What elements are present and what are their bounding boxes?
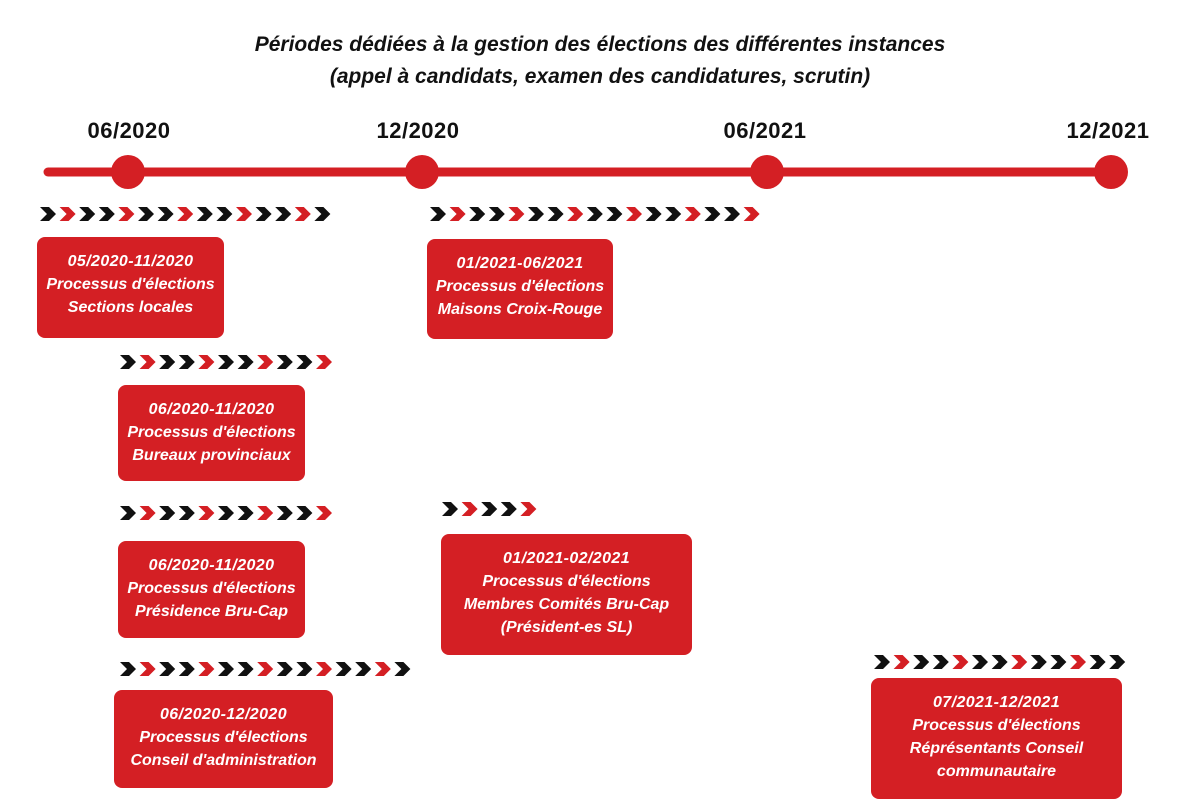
chevron-icon — [60, 207, 76, 221]
timeline-label-12-2021: 12/2021 — [1066, 118, 1150, 143]
chevron-icon — [198, 506, 214, 520]
chevron-icon — [520, 502, 536, 516]
chevron-icon — [508, 207, 524, 221]
period-card-representants-conseil — [871, 678, 1122, 799]
chevron-icon — [704, 207, 720, 221]
period-card-instance: Maisons Croix-Rouge — [437, 301, 603, 318]
chevron-icon — [913, 655, 929, 669]
chevron-icon — [744, 207, 760, 221]
chevron-icon — [316, 355, 332, 369]
chevron-icon — [218, 662, 234, 676]
period-card-instance: Membres Comités Bru-Cap — [463, 596, 670, 613]
chevron-icon — [177, 207, 193, 221]
chevron-icon — [469, 207, 485, 221]
chevron-icon — [375, 662, 391, 676]
chevron-icon — [1050, 655, 1066, 669]
timeline-label-06-2020: 06/2020 — [87, 118, 171, 143]
period-arrow-bar-maisons-croix-rouge — [428, 206, 768, 222]
period-arrow-bar-representants-conseil — [872, 654, 1132, 670]
period-arrow-bar-conseil-administration — [118, 661, 418, 677]
chevron-icon — [118, 207, 134, 221]
chevron-icon — [528, 207, 544, 221]
period-card-process-label: Processus d'élections — [46, 276, 215, 293]
period-card-dates: 07/2021-12/2021 — [933, 694, 1060, 711]
period-card-dates: 06/2020-12/2020 — [160, 706, 287, 723]
chevron-icon — [587, 207, 603, 221]
chevron-icon — [218, 355, 234, 369]
chevron-icon — [79, 207, 95, 221]
chevron-icon — [1090, 655, 1106, 669]
chevron-icon — [685, 207, 701, 221]
timeline-label-12-2020: 12/2020 — [376, 118, 460, 143]
chevron-icon — [179, 355, 195, 369]
chevron-icon — [140, 355, 156, 369]
period-card-dates: 01/2021-02/2021 — [503, 550, 630, 567]
chevron-icon — [257, 506, 273, 520]
chevron-icon — [450, 207, 466, 221]
chevron-icon — [314, 207, 330, 221]
period-card-dates: 06/2020-11/2020 — [148, 557, 275, 574]
chevron-icon — [238, 662, 254, 676]
period-arrow-bar-sections-locales — [38, 206, 338, 222]
period-card-maisons-croix-rouge — [427, 239, 613, 339]
period-card-instance: Bureaux provinciaux — [132, 447, 291, 464]
chevron-icon — [120, 506, 136, 520]
chevron-icon — [296, 506, 312, 520]
chevron-icon — [179, 662, 195, 676]
chevron-icon — [40, 207, 56, 221]
chevron-icon — [894, 655, 910, 669]
period-card-process-label: Processus d'élections — [127, 580, 296, 597]
chevron-icon — [99, 207, 115, 221]
chevron-icon — [442, 502, 458, 516]
chevron-icon — [501, 502, 517, 516]
timeline-dot-12-2020 — [405, 155, 439, 189]
chevron-icon — [198, 355, 214, 369]
period-arrow-bar-presidence-bru-cap — [118, 505, 338, 521]
period-card-process-label: Processus d'élections — [435, 278, 605, 295]
chevron-icon — [992, 655, 1008, 669]
chevron-icon — [257, 662, 273, 676]
chevron-icon — [626, 207, 642, 221]
chevron-icon — [646, 207, 662, 221]
chevron-icon — [120, 355, 136, 369]
timeline-axis — [0, 140, 1200, 200]
chevron-icon — [1070, 655, 1086, 669]
period-arrow-bar-bureaux-provinciaux — [118, 354, 338, 370]
timeline-dot-06-2020 — [111, 155, 145, 189]
period-arrow-bar-membres-comites — [440, 501, 540, 517]
chevron-icon — [296, 662, 312, 676]
chevron-icon — [1031, 655, 1047, 669]
chevron-icon — [159, 662, 175, 676]
chevron-icon — [159, 506, 175, 520]
period-card-process-label: Processus d'élections — [127, 424, 296, 441]
period-card-instance: Sections locales — [67, 299, 194, 316]
chevron-icon — [140, 662, 156, 676]
period-card-instance: Conseil d'administration — [130, 752, 317, 769]
chevron-icon — [1011, 655, 1027, 669]
chevron-icon — [159, 355, 175, 369]
period-card-sections-locales — [37, 237, 224, 338]
period-card-process-label: Processus d'élections — [482, 573, 651, 590]
period-card-process-label: Processus d'élections — [912, 717, 1081, 734]
chevron-icon — [316, 662, 332, 676]
chevron-icon — [296, 355, 312, 369]
chevron-icon — [216, 207, 232, 221]
chevron-icon — [430, 207, 446, 221]
chevron-icon — [140, 506, 156, 520]
period-card-dates: 05/2020-11/2020 — [67, 253, 194, 270]
chevron-icon — [874, 655, 890, 669]
chevron-icon — [606, 207, 622, 221]
chevron-icon — [179, 506, 195, 520]
chevron-icon — [275, 207, 291, 221]
chevron-icon — [567, 207, 583, 221]
chevron-icon — [933, 655, 949, 669]
chevron-icon — [238, 506, 254, 520]
chevron-icon — [120, 662, 136, 676]
timeline-dot-06-2021 — [750, 155, 784, 189]
chart-title-line-2: (appel à candidats, examen des candidatures, scrutin) — [329, 65, 871, 88]
chevron-icon — [218, 506, 234, 520]
period-card-instance-note: (Président-es SL) — [500, 619, 633, 636]
chevron-icon — [138, 207, 154, 221]
chevron-icon — [665, 207, 681, 221]
timeline-label-06-2021: 06/2021 — [723, 118, 807, 143]
chevron-icon — [277, 506, 293, 520]
chevron-icon — [197, 207, 213, 221]
chevron-icon — [481, 502, 497, 516]
chevron-icon — [295, 207, 311, 221]
period-card-process-label: Processus d'élections — [139, 729, 308, 746]
period-card-instance: Réprésentants Conseil — [909, 740, 1084, 757]
period-card-bureaux-provinciaux — [118, 385, 305, 481]
chevron-icon — [236, 207, 252, 221]
period-card-instance-line-2: communautaire — [936, 763, 1057, 780]
chevron-icon — [256, 207, 272, 221]
chevron-icon — [489, 207, 505, 221]
chevron-icon — [336, 662, 352, 676]
chevron-icon — [394, 662, 410, 676]
chart-title-line-1: Périodes dédiées à la gestion des élections des différentes instances — [254, 33, 946, 56]
chevron-icon — [972, 655, 988, 669]
chevron-icon — [724, 207, 740, 221]
chevron-icon — [238, 355, 254, 369]
chevron-icon — [158, 207, 174, 221]
chevron-icon — [548, 207, 564, 221]
period-card-presidence-bru-cap — [118, 541, 305, 638]
chevron-icon — [462, 502, 478, 516]
period-card-dates: 06/2020-11/2020 — [148, 401, 275, 418]
timeline-dot-12-2021 — [1094, 155, 1128, 189]
chevron-icon — [198, 662, 214, 676]
chevron-icon — [355, 662, 371, 676]
period-card-membres-comites-bru-cap — [441, 534, 692, 655]
period-card-dates: 01/2021-06/2021 — [456, 255, 584, 272]
chevron-icon — [257, 355, 273, 369]
period-card-conseil-administration — [114, 690, 333, 788]
chevron-icon — [316, 506, 332, 520]
chevron-icon — [277, 662, 293, 676]
chevron-icon — [277, 355, 293, 369]
chevron-icon — [1109, 655, 1125, 669]
period-card-instance: Présidence Bru-Cap — [135, 603, 288, 620]
chevron-icon — [952, 655, 968, 669]
